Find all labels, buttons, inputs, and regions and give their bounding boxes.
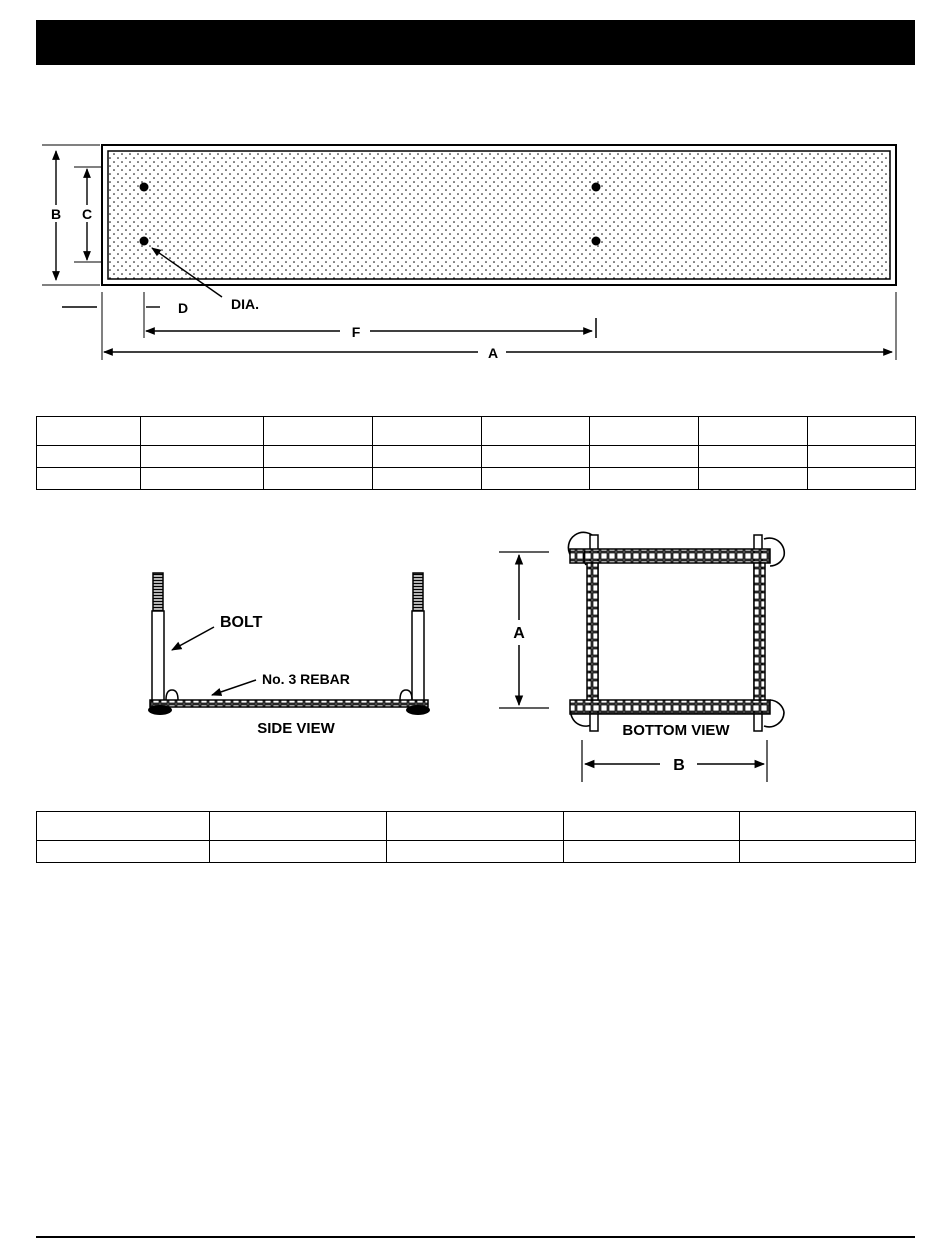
rebar-right bbox=[754, 563, 765, 700]
table-cell bbox=[590, 446, 699, 468]
bolt-label: BOLT bbox=[220, 614, 263, 631]
table-cell bbox=[808, 417, 916, 446]
dim-d-label: D bbox=[178, 300, 189, 316]
table-cell bbox=[264, 446, 373, 468]
bolt-hole bbox=[592, 183, 601, 192]
dimension-table-2 bbox=[36, 811, 916, 863]
dim-a-label: A bbox=[487, 345, 499, 361]
table-cell bbox=[37, 812, 210, 841]
bolt-head bbox=[406, 705, 430, 715]
dim-a-label: A bbox=[513, 625, 525, 642]
table-cell bbox=[264, 417, 373, 446]
table-cell bbox=[387, 841, 564, 863]
bolt-hole bbox=[592, 237, 601, 246]
table-cell bbox=[373, 468, 482, 490]
table-cell bbox=[37, 446, 141, 468]
table-cell bbox=[699, 468, 808, 490]
bolt-thread bbox=[153, 573, 163, 611]
table-row bbox=[37, 446, 916, 468]
table-cell bbox=[564, 841, 740, 863]
table-cell bbox=[699, 417, 808, 446]
rebar-label: No. 3 REBAR bbox=[262, 671, 350, 687]
dim-b-label: B bbox=[673, 757, 685, 774]
rebar-leader bbox=[212, 680, 256, 695]
table-row bbox=[37, 841, 916, 863]
table-row bbox=[37, 417, 916, 446]
table-cell bbox=[210, 812, 387, 841]
table-cell bbox=[373, 446, 482, 468]
table-cell bbox=[264, 468, 373, 490]
rebar-top bbox=[570, 549, 770, 563]
slab-stipple bbox=[108, 151, 890, 279]
rebar bbox=[150, 700, 428, 707]
dia-label: DIA. bbox=[231, 296, 259, 312]
side-view bbox=[148, 573, 430, 737]
bolt-leader bbox=[172, 627, 214, 650]
table-cell bbox=[808, 468, 916, 490]
table-cell bbox=[37, 417, 141, 446]
rebar-bottom bbox=[570, 700, 770, 714]
bolt-head bbox=[148, 705, 172, 715]
table-cell bbox=[482, 446, 590, 468]
table-cell bbox=[590, 417, 699, 446]
table-cell bbox=[740, 812, 916, 841]
table-cell bbox=[482, 468, 590, 490]
table-cell bbox=[482, 417, 590, 446]
bolt-shank bbox=[412, 611, 424, 701]
bolt-shank bbox=[152, 611, 164, 701]
table-row bbox=[37, 812, 916, 841]
bottom-view bbox=[499, 532, 784, 782]
table-cell bbox=[699, 446, 808, 468]
table-cell bbox=[564, 812, 740, 841]
table-cell bbox=[210, 841, 387, 863]
table-cell bbox=[808, 446, 916, 468]
bottom-view-title: BOTTOM VIEW bbox=[622, 722, 730, 739]
table-row bbox=[37, 468, 916, 490]
rebar-left bbox=[587, 563, 598, 700]
bolt-thread bbox=[413, 573, 423, 611]
table-cell bbox=[37, 841, 210, 863]
dim-f-label: F bbox=[351, 324, 361, 340]
dim-c-label: C bbox=[81, 206, 93, 222]
footer-rule bbox=[36, 1236, 915, 1238]
dim-b-label: B bbox=[50, 206, 62, 222]
table-cell bbox=[373, 417, 482, 446]
table-cell bbox=[141, 446, 264, 468]
table-cell bbox=[740, 841, 916, 863]
table-cell bbox=[37, 468, 141, 490]
table-cell bbox=[141, 417, 264, 446]
table-cell bbox=[141, 468, 264, 490]
dimension-table-1 bbox=[36, 416, 916, 490]
table-cell bbox=[590, 468, 699, 490]
bolt-hole bbox=[140, 183, 149, 192]
slab-plan-view bbox=[42, 145, 896, 361]
table-cell bbox=[387, 812, 564, 841]
side-view-title: SIDE VIEW bbox=[257, 720, 335, 737]
bolt-hole bbox=[140, 237, 149, 246]
